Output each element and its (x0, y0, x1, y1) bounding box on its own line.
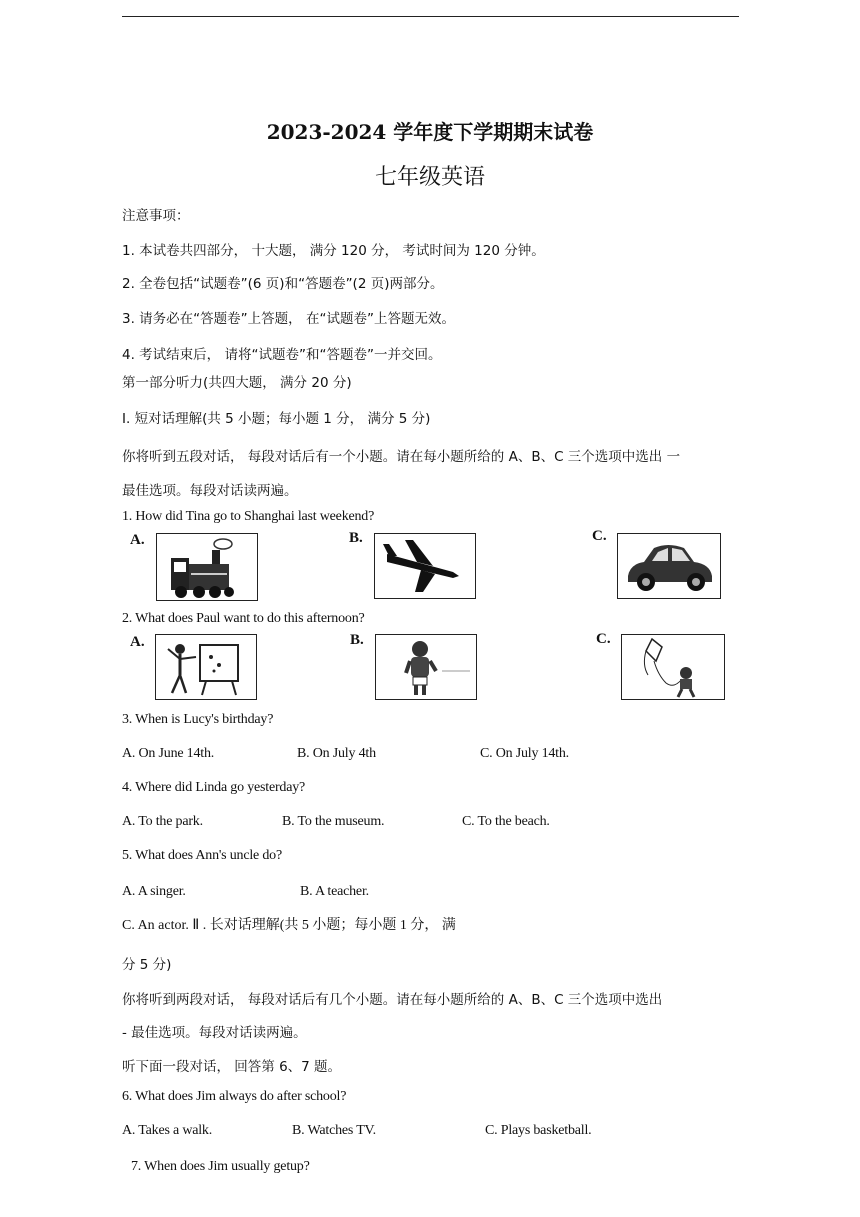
kite-icon (622, 635, 724, 699)
q6-option-b: B. Watches TV. (292, 1123, 376, 1138)
question-6: 6. What does Jim always do after school? (122, 1089, 347, 1104)
q6-option-c: C. Plays basketball. (485, 1123, 592, 1138)
swimming-icon (376, 635, 476, 699)
q4-option-a: A. To the park. (122, 814, 203, 829)
q5-option-a: A. A singer. (122, 884, 186, 899)
q6-option-a: A. Takes a walk. (122, 1123, 213, 1138)
section2-heading-cont: 分 5 分) (122, 957, 172, 973)
q2-option-a-image[interactable] (155, 634, 257, 700)
q2-option-a-letter: A. (130, 634, 145, 650)
car-icon (618, 534, 720, 598)
train-icon (157, 534, 257, 600)
notice-heading: 注意事项： (122, 208, 190, 224)
q4-option-b: B. To the museum. (282, 814, 385, 829)
q1-option-b-letter: B. (349, 530, 363, 546)
question-1: 1. How did Tina go to Shanghai last weekend? (122, 509, 375, 524)
q2-option-b-letter: B. (350, 632, 364, 648)
notice-item-1: 1. 本试卷共四部分， 十大题， 满分 120 分， 考试时间为 120 分钟。 (122, 243, 545, 259)
q2-option-c-image[interactable] (621, 634, 725, 700)
exam-subtitle: 七年级英语 (374, 165, 485, 190)
q4-option-c: C. To the beach. (462, 814, 550, 829)
section1-instruction-1: 你将听到五段对话， 每段对话后有一个小题。请在每小题所给的 A、B、C 三个选项中选出 一 (122, 449, 681, 465)
q1-option-a-letter: A. (130, 532, 145, 548)
question-5: 5. What does Ann's uncle do? (122, 848, 282, 863)
notice-item-4: 4. 考试结束后， 请将“试题卷”和“答题卷”一并交回。 (122, 347, 442, 363)
q3-option-b: B. On July 4th (297, 746, 376, 761)
exam-title: 2023-2024 学年度下学期期末试卷 (266, 120, 594, 144)
q1-option-c-letter: C. (592, 528, 607, 544)
q1-option-a-image[interactable] (156, 533, 258, 601)
painting-icon (156, 635, 256, 699)
section1-instruction-2: 最佳选项。每段对话读两遍。 (122, 483, 298, 499)
question-3: 3. When is Lucy's birthday? (122, 712, 274, 727)
q5-option-b: B. A teacher. (300, 884, 369, 899)
question-2: 2. What does Paul want to do this afternoon? (122, 611, 365, 626)
part1-heading: 第一部分听力(共四大题， 满分 20 分) (122, 375, 352, 391)
q2-option-b-image[interactable] (375, 634, 477, 700)
listen-instruction: 听下面一段对话， 回答第 6、7 题。 (122, 1059, 342, 1075)
q3-option-a: A. On June 14th. (122, 746, 215, 761)
header-rule (122, 16, 739, 17)
question-4: 4. Where did Linda go yesterday? (122, 780, 306, 795)
section2-instruction-2: - 最佳选项。每段对话读两遍。 (122, 1025, 307, 1041)
section1-heading: I. 短对话理解(共 5 小题；每小题 1 分， 满分 5 分) (122, 411, 431, 427)
q1-option-c-image[interactable] (617, 533, 721, 599)
q3-option-c: C. On July 14th. (480, 746, 569, 761)
q5-option-c-and-section2-heading: C. An actor. Ⅱ . 长对话理解(共 5 小题；每小题 1 分， 满 (122, 918, 456, 933)
question-7: 7. When does Jim usually getup? (131, 1159, 310, 1174)
notice-item-2: 2. 全卷包括“试题卷”(6 页)和“答题卷”(2 页)两部分。 (122, 276, 444, 292)
notice-item-3: 3. 请务必在“答题卷”上答题， 在“试题卷”上答题无效。 (122, 311, 455, 327)
section2-instruction-1: 你将听到两段对话， 每段对话后有几个小题。请在每小题所给的 A、B、C 三个选项中选出 (122, 992, 663, 1008)
q2-option-c-letter: C. (596, 631, 611, 647)
airplane-icon (375, 534, 475, 598)
q1-option-b-image[interactable] (374, 533, 476, 599)
